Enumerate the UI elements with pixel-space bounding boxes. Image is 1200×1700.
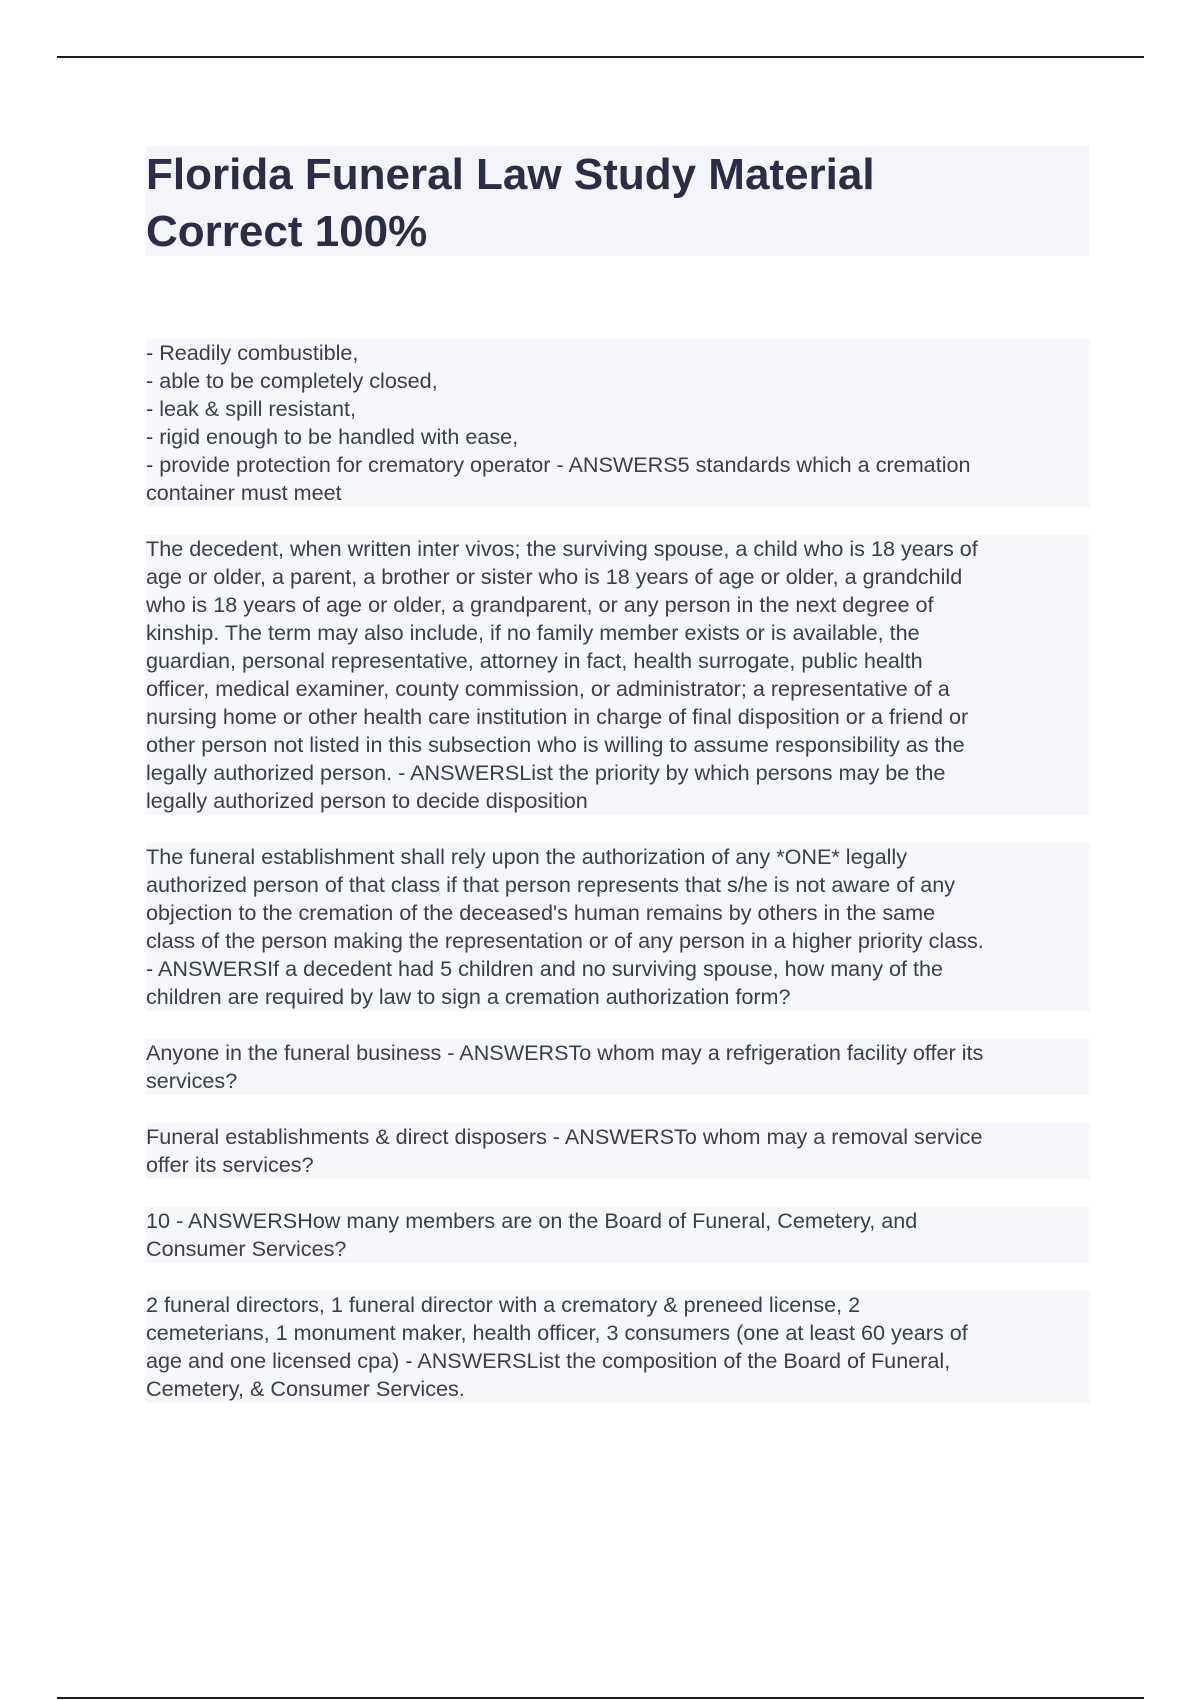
paragraph-line: services? <box>146 1068 238 1093</box>
qa-paragraph <box>146 1291 1090 1403</box>
document-title <box>146 146 1089 260</box>
qa-paragraph <box>146 1207 1090 1263</box>
paragraph-line: - provide protection for crematory operator - ANSWERS5 standards which a cremation <box>146 452 971 477</box>
paragraph-line: - rigid enough to be handled with ease, <box>146 424 519 449</box>
paragraph-line: Consumer Services? <box>146 1236 347 1261</box>
paragraph-line: - ANSWERSIf a decedent had 5 children and no surviving spouse, how many of the <box>146 956 944 981</box>
paragraph-line: The funeral establishment shall rely upon the authorization of any *ONE* legally <box>146 844 908 869</box>
paragraph-line: 10 - ANSWERSHow many members are on the Board of Funeral, Cemetery, and <box>146 1208 918 1233</box>
paragraph-line: The decedent, when written inter vivos; the surviving spouse, a child who is 18 years of <box>146 536 978 561</box>
bottom-rule <box>57 1697 1144 1699</box>
paragraph-line: class of the person making the representation or of any person in a higher priority class. <box>146 928 984 953</box>
paragraph-line: guardian, personal representative, attorney in fact, health surrogate, public health <box>146 648 923 673</box>
paragraph-line: Cemetery, & Consumer Services. <box>146 1376 465 1401</box>
top-rule <box>57 56 1144 58</box>
title-box <box>146 146 1089 256</box>
paragraph-line: age and one licensed cpa) - ANSWERSList the composition of the Board of Funeral, <box>146 1348 951 1373</box>
title-line-2: Correct 100% <box>146 207 428 256</box>
paragraph-line: objection to the cremation of the deceased's human remains by others in the same <box>146 900 936 925</box>
paragraph-line: authorized person of that class if that person represents that s/he is not aware of any <box>146 872 956 897</box>
paragraph-line: - Readily combustible, <box>146 340 359 365</box>
qa-paragraph <box>146 339 1090 507</box>
paragraph-line: other person not listed in this subsection who is willing to assume responsibility as the <box>146 732 965 757</box>
title-line-1: Florida Funeral Law Study Material <box>146 150 875 199</box>
paragraph-line: Funeral establishments & direct disposers - ANSWERSTo whom may a removal service <box>146 1124 983 1149</box>
paragraph-line: container must meet <box>146 480 342 505</box>
paragraph-line: - leak & spill resistant, <box>146 396 357 421</box>
paragraph-line: Anyone in the funeral business - ANSWERSTo whom may a refrigeration facility offer its <box>146 1040 984 1065</box>
paragraph-line: who is 18 years of age or older, a grandparent, or any person in the next degree of <box>146 592 934 617</box>
qa-paragraph <box>146 535 1090 815</box>
qa-paragraph <box>146 1039 1090 1095</box>
paragraph-line: children are required by law to sign a cremation authorization form? <box>146 984 791 1009</box>
paragraph-line: cemeterians, 1 monument maker, health officer, 3 consumers (one at least 60 years of <box>146 1320 968 1345</box>
paragraph-line: offer its services? <box>146 1152 314 1177</box>
paragraph-line: age or older, a parent, a brother or sister who is 18 years of age or older, a grandchild <box>146 564 963 589</box>
paragraph-line: legally authorized person. - ANSWERSList the priority by which persons may be the <box>146 760 946 785</box>
qa-paragraph <box>146 1123 1090 1179</box>
paragraph-line: officer, medical examiner, county commission, or administrator; a representative of a <box>146 676 950 701</box>
paragraph-line: kinship. The term may also include, if no family member exists or is available, the <box>146 620 920 645</box>
document-body <box>146 339 1090 1431</box>
paragraph-line: nursing home or other health care institution in charge of final disposition or a friend or <box>146 704 969 729</box>
paragraph-line: - able to be completely closed, <box>146 368 438 393</box>
paragraph-line: 2 funeral directors, 1 funeral director with a crematory & preneed license, 2 <box>146 1292 861 1317</box>
qa-paragraph <box>146 843 1090 1011</box>
paragraph-line: legally authorized person to decide disposition <box>146 788 588 813</box>
